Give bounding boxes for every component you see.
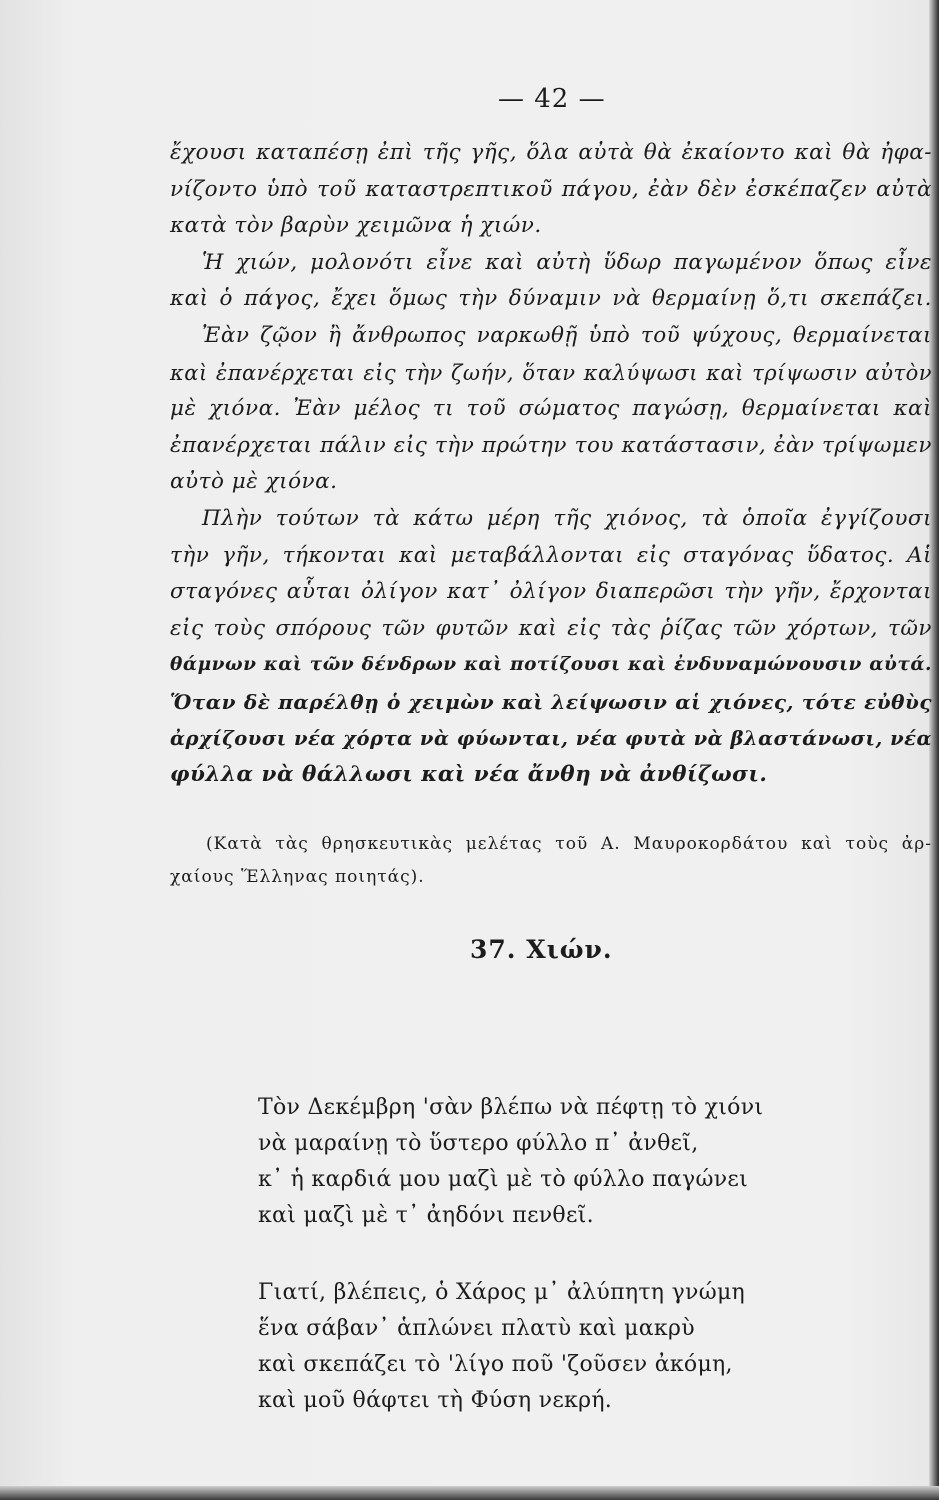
prose-line: μὲ χιόνα. Ἐὰν μέλος τι τοῦ σώματος παγώσῃ, θερμαίνεται καὶ: [170, 396, 932, 422]
poem-verse: καὶ μοῦ θάφτει τὴ Φύση νεκρή.: [258, 1388, 613, 1413]
prose-line: Ὅταν δὲ παρέλθῃ ὁ χειμὼν καὶ λείψωσιν αἱ χιόνες, τότε εὐθὺς: [170, 689, 932, 714]
poem-verse: Γιατί, βλέπεις, ὁ Χάρος μ᾽ ἀλύπητη γνώμη: [258, 1280, 746, 1305]
prose-line: ἀρχίζουσι νέα χόρτα νὰ φύωνται, νέα φυτὰ νὰ βλαστάνωσι, νέα: [170, 726, 932, 750]
poem-stanza-1: [258, 1090, 898, 1234]
prose-line: σταγόνες αὗται ὀλίγον κατ᾽ ὀλίγον διαπερῶσι τὴν γῆν, ἔρχονται: [170, 579, 932, 605]
poem-title: 37. Χιών.: [470, 935, 613, 964]
poem-verse: καὶ μαζὶ μὲ τ᾽ ἀηδόνι πενθεῖ.: [258, 1203, 594, 1228]
prose-line: ἔχουσι καταπέσῃ ἐπὶ τῆς γῆς, ὅλα αὐτὰ θὰ ἐκαίοντο καὶ θὰ ἠφα-: [170, 140, 932, 165]
page-bottom-shadow: [0, 1486, 939, 1500]
poem-verse: Τὸν Δεκέμβρη 'σὰν βλέπω νὰ πέφτῃ τὸ χιόνι: [258, 1095, 764, 1120]
prose-line: εἰς τοὺς σπόρους τῶν φυτῶν καὶ εἰς τὰς ῥίζας τῶν χόρτων, τῶν: [170, 615, 932, 641]
poem-verse: νὰ μαραίνῃ τὸ ὕστερο φύλλο π᾽ ἀνθεῖ,: [258, 1131, 699, 1156]
prose-line: νίζοντο ὑπὸ τοῦ καταστρεπτικοῦ πάγου, ἐὰν δὲν ἐσκέπαζεν αὐτὰ: [170, 176, 932, 202]
citation-line: χαίους Ἕλληνας ποιητάς).: [170, 867, 425, 887]
prose-line: καὶ ἐπανέρχεται εἰς τὴν ζωήν, ὅταν καλύψωσι καὶ τρίψωσιν αὐτὸν: [170, 360, 932, 385]
citation-line: (Κατὰ τὰς θρησκευτικὰς μελέτας τοῦ Α. Μαυροκορδάτου καὶ τοὺς ἀρ-: [206, 834, 932, 854]
prose-line: ἐπανέρχεται πάλιν εἰς τὴν πρώτην του κατάστασιν, ἐὰν τρίψωμεν: [170, 432, 932, 458]
prose-line: τὴν γῆν, τήκονται καὶ μεταβάλλονται εἰς σταγόνας ὕδατος. Αἱ: [170, 542, 932, 568]
prose-text: [170, 135, 932, 794]
poem-stanza-2: [258, 1275, 898, 1419]
source-citation: [170, 828, 932, 894]
poem-verse: ἕνα σάβαν᾽ ἁπλώνει πλατὺ καὶ μακρὺ: [258, 1316, 695, 1341]
prose-line: Πλὴν τούτων τὰ κάτω μέρη τῆς χιόνος, τὰ ὁποῖα ἐγγίζουσι: [202, 505, 932, 531]
prose-line: φύλλα νὰ θάλλωσι καὶ νέα ἄνθη νὰ ἀνθίζωσι.: [170, 762, 768, 788]
prose-line: καὶ ὁ πάγος, ἔχει ὅμως τὴν δύναμιν νὰ θερμαίνῃ ὅ,τι σκεπάζει.: [170, 286, 932, 312]
poem-verse: κ᾽ ἡ καρδιά μου μαζὶ μὲ τὸ φύλλο παγώνει: [258, 1167, 748, 1192]
prose-line: κατὰ τὸν βαρὺν χειμῶνα ἡ χιών.: [170, 213, 542, 239]
poem-verse: καὶ σκεπάζει τὸ 'λίγο ποῦ 'ζοῦσεν ἀκόμη,: [258, 1352, 733, 1377]
prose-line: Ἐὰν ζῷον ἢ ἄνθρωπος ναρκωθῇ ὑπὸ τοῦ ψύχους, θερμαίνεται: [202, 322, 932, 348]
prose-line: αὐτὸ μὲ χιόνα.: [170, 469, 338, 495]
page-number: — 42 —: [498, 84, 606, 114]
prose-line: θάμνων καὶ τῶν δένδρων καὶ ποτίζουσι καὶ ἐνδυναμώνουσιν αὐτά.: [170, 654, 932, 676]
prose-line: Ἡ χιών, μολονότι εἶνε καὶ αὐτὴ ὕδωρ παγωμένον ὅπως εἶνε: [202, 249, 932, 275]
